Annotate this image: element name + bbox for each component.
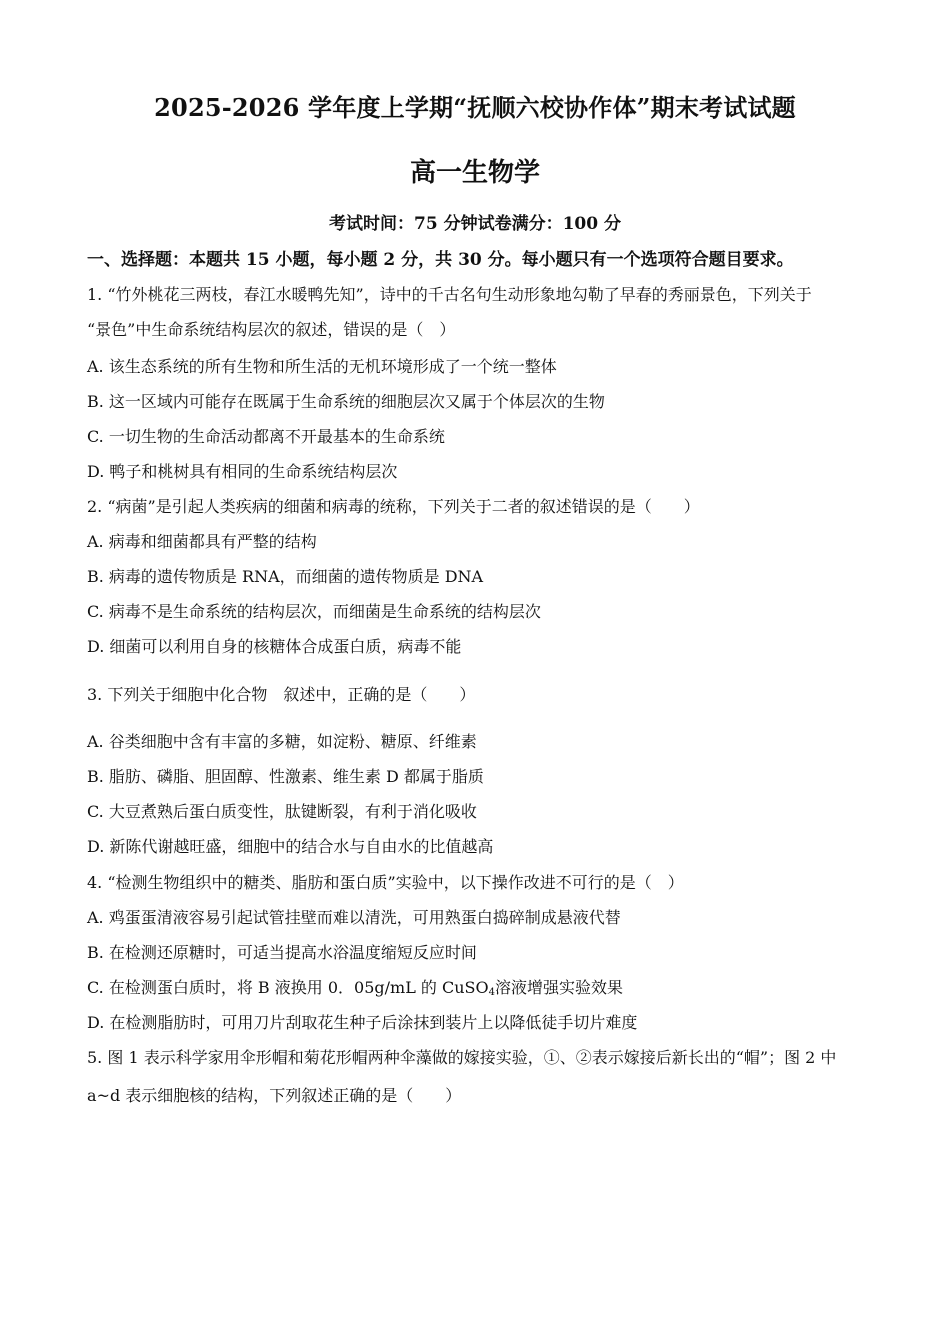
- question-4-option-c-text: C. 在检测蛋白质时，将 B 液换用 0．05g/mL 的 CuSO: [87, 978, 489, 997]
- question-2-option-d: D. 细菌可以利用自身的核糖体合成蛋白质，病毒不能: [87, 637, 462, 656]
- question-2-option-b: B. 病毒的遗传物质是 RNA，而细菌的遗传物质是 DNA: [87, 567, 484, 586]
- question-4-stem: 4. “检测生物组织中的糖类、脂肪和蛋白质”实验中，以下操作改进不可行的是（ ）: [87, 873, 684, 892]
- question-1-stem-line2: “景色”中生命系统结构层次的叙述，错误的是（ ）: [87, 320, 456, 339]
- question-3-option-d: D. 新陈代谢越旺盛，细胞中的结合水与自由水的比值越高: [87, 837, 494, 856]
- exam-info: 考试时间：75 分钟试卷满分：100 分: [329, 214, 621, 234]
- question-4-option-c-subscript: 4: [488, 987, 496, 998]
- question-3-option-b: B. 脂肪、磷脂、胆固醇、性激素、维生素 D 都属于脂质: [87, 767, 484, 786]
- subject-title: 高一生物学: [409, 158, 540, 188]
- question-1-stem-line1: 1. “竹外桃花三两枝，春江水暖鸭先知”，诗中的千古名句生动形象地勾勒了早春的秀丽景色，下列关于: [87, 285, 812, 304]
- question-3-option-c: C. 大豆煮熟后蛋白质变性，肽键断裂，有利于消化吸收: [87, 802, 477, 821]
- question-5-stem-line2: a~d 表示细胞核的结构，下列叙述正确的是（ ）: [87, 1086, 462, 1105]
- question-3-stem: 3. 下列关于细胞中化合物 叙述中，正确的是（ ）: [87, 685, 476, 704]
- question-4-option-b: B. 在检测还原糖时，可适当提高水浴温度缩短反应时间: [87, 943, 477, 962]
- question-4-option-a: A. 鸡蛋蛋清液容易引起试管挂壁而难以清洗，可用熟蛋白捣碎制成悬液代替: [87, 908, 621, 927]
- question-1-option-c: C. 一切生物的生命活动都离不开最基本的生命系统: [87, 427, 445, 446]
- question-4-option-d: D. 在检测脂肪时，可用刀片刮取花生种子后涂抹到装片上以降低徒手切片难度: [87, 1013, 638, 1032]
- question-1-option-a: A. 该生态系统的所有生物和所生活的无机环境形成了一个统一整体: [87, 357, 557, 376]
- question-4-option-c-tail: 溶液增强实验效果: [495, 978, 624, 997]
- question-3-option-a: A. 谷类细胞中含有丰富的多糖，如淀粉、糖原、纤维素: [87, 732, 477, 751]
- question-2-stem: 2. “病菌”是引起人类疾病的细菌和病毒的统称，下列关于二者的叙述错误的是（ ）: [87, 497, 700, 516]
- question-5-stem-line1: 5. 图 1 表示科学家用伞形帽和菊花形帽两种伞藻做的嫁接实验，①、②表示嫁接后新长出的“帽”；图 2 中: [87, 1048, 837, 1067]
- question-2-option-c: C. 病毒不是生命系统的结构层次，而细菌是生命系统的结构层次: [87, 602, 541, 621]
- question-4-option-c: [87, 977, 623, 1004]
- exam-title: 2025-2026 学年度上学期“抚顺六校协作体”期末考试试题: [154, 93, 796, 122]
- question-2-option-a: A. 病毒和细菌都具有严整的结构: [87, 532, 317, 551]
- question-1-option-d: D. 鸭子和桃树具有相同的生命系统结构层次: [87, 462, 398, 481]
- section-heading: 一、选择题：本题共 15 小题，每小题 2 分，共 30 分。每小题只有一个选项符合题目要求。: [87, 250, 794, 270]
- question-1-option-b: B. 这一区域内可能存在既属于生命系统的细胞层次又属于个体层次的生物: [87, 392, 605, 411]
